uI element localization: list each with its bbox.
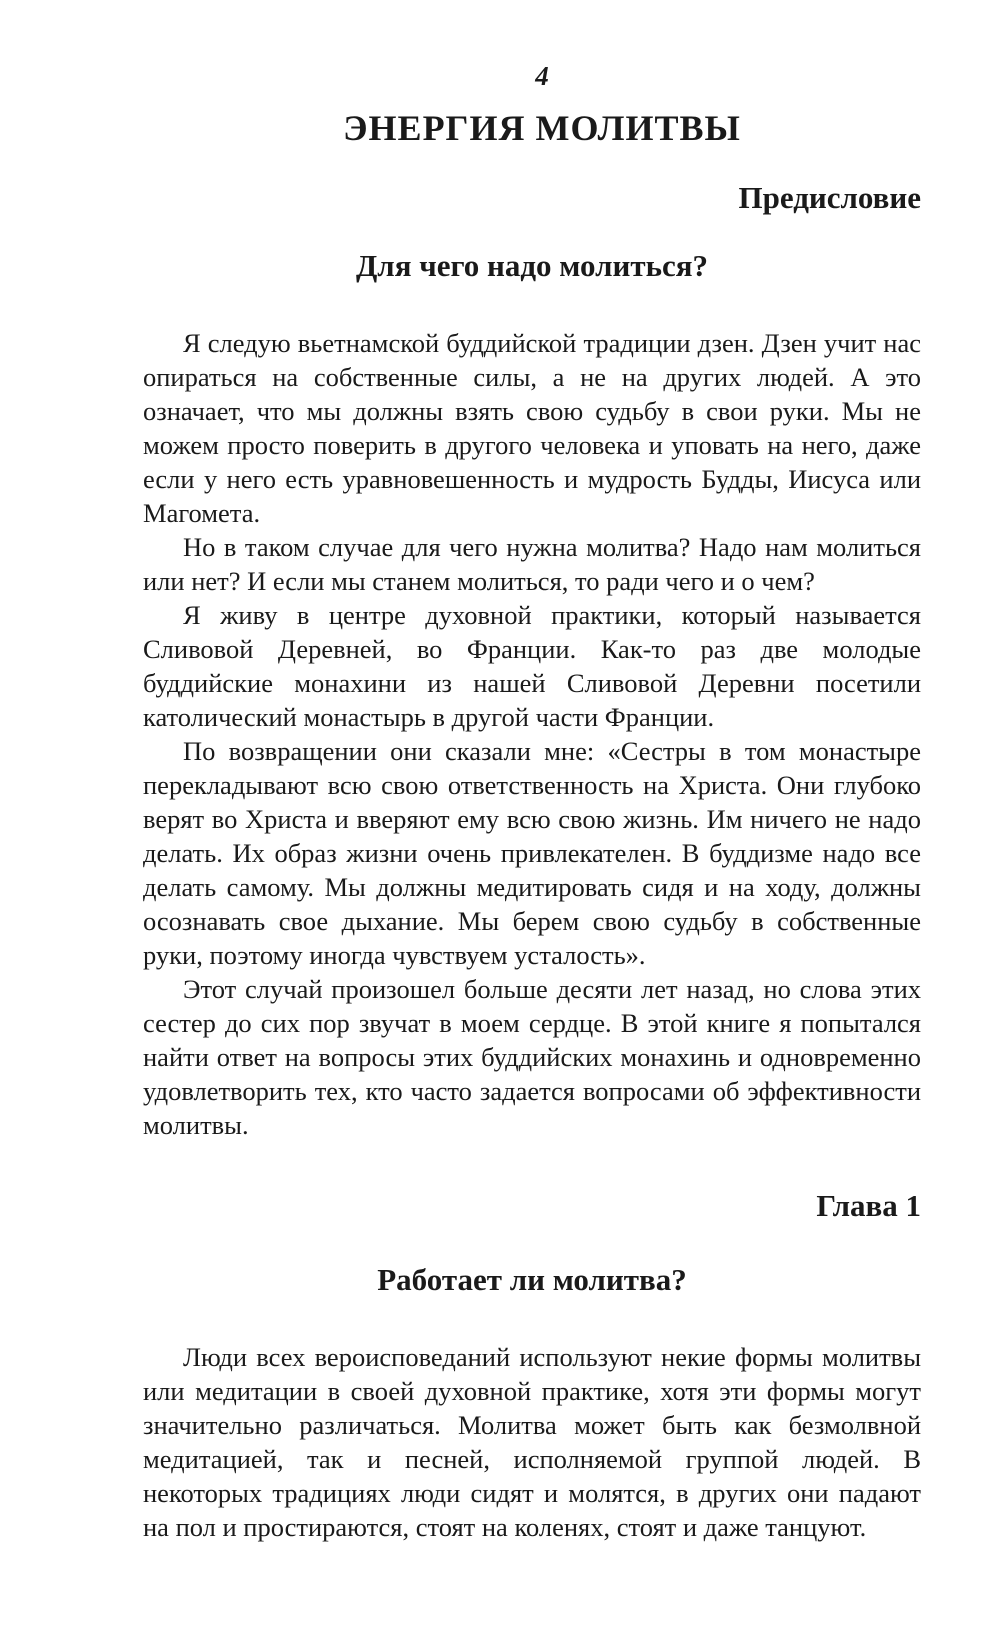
chapter-label: Глава 1 [816, 1188, 921, 1223]
paragraph: Этот случай произошел больше десяти лет назад, но слова этих сестер до сих пор звучат в моем сердце. В этой книге я попытался найти ответ на вопросы этих буддийских монахинь и одновременно удовлетворить тех, кто часто задается вопросами об эффективности молитвы. [143, 974, 921, 1140]
preface-label: Предисловие [738, 180, 921, 215]
paragraph: По возвращении они сказали мне: «Сестры в том монастыре перекладывают всю свою ответственность на Христа. Они глубоко верят во Христа и вверяют ему всю свою жизнь. Им ничего не надо делать. Их образ жизни очень привлекателен. В буддизме надо все делать самому. Мы должны медитировать сидя и на ходу, должны осознавать свое дыхание. Мы берем свою судьбу в собственные руки, поэтому иногда чувствуем усталость». [143, 736, 921, 970]
paragraph: Я живу в центре духовной практики, который называется Сливовой Деревней, во Франции. Как-то раз две молодые буддийские монахини из нашей Сливовой Деревни посетили католический монастырь в другой части Франции. [143, 600, 921, 732]
book-title: ЭНЕРГИЯ МОЛИТВЫ [343, 108, 741, 148]
book-page [143, 60, 921, 1544]
chapter-body [143, 1340, 921, 1544]
chapter-title: Работает ли молитва? [377, 1262, 687, 1297]
paragraph: Я следую вьетнамской буддийской традиции дзен. Дзен учит нас опираться на собственные силы, а не на других людей. А это означает, что мы должны взять свою судьбу в свои руки. Мы не можем просто поверить в другого человека и уповать на него, даже если у него есть уравновешенность и мудрость Будды, Иисуса или Магомета. [143, 328, 921, 528]
preface-body [143, 326, 921, 1142]
preface-title: Для чего надо молиться? [355, 248, 709, 283]
paragraph: Люди всех вероисповеданий используют некие формы молитвы или медитации в своей духовной практике, хотя эти формы могут значительно различаться. Молитва может быть как безмолвной медитацией, так и песней, исполняемой группой людей. В некоторых традициях люди сидят и молятся, в других они падают на пол и простираются, стоят на коленях, стоят и даже танцуют. [143, 1342, 921, 1542]
page-number: 4 [535, 61, 549, 91]
paragraph: Но в таком случае для чего нужна молитва? Надо нам молиться или нет? И если мы станем молиться, то ради чего и о чем? [143, 532, 921, 596]
